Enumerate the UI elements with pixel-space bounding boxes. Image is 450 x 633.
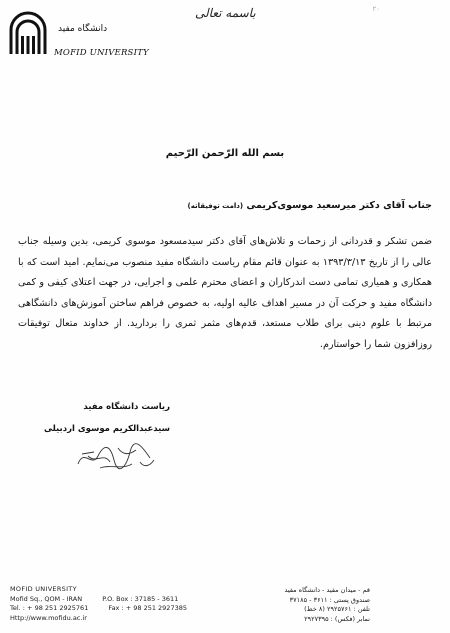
footer-address: Mofid Sq., QOM - IRAN — [10, 594, 83, 603]
signature-name: سیدعبدالکریم موسوی اردبیلی — [43, 424, 170, 434]
footer-website[interactable]: Http://www.mofidu.ac.ir — [10, 613, 87, 622]
footer-pobox: P.O. Box : 37185 - 3611 — [102, 594, 179, 603]
logo-persian-name: دانشگاه مفید — [58, 24, 108, 34]
footer-tel: Tel. : + 98 251 2925761 — [10, 604, 89, 612]
basmala: بسم الله الرّحمن الرّحیم — [165, 148, 285, 159]
letter-body: ضمن تشکر و قدردانی از زحمات و تلاش‌های آقای دکتر سیدمسعود موسوی کریمی، بدین وسیله جناب عالی را از تاریخ ۱۳۹۳/۳/۱۳ به عنوان قائم مقام ریاست دانشگاه مفید منصوب می‌نمایم. امید است که با همکاری و همیاری تمامی دست اندرکاران و اعضای محترم علمی و اجرایی، در جهت اعتلای کیفی و کمی دانشگاه مفید و حرکت آن در مسیر اهداف عالیه اولیه، به خصوص فراهم ساختن آموزش‌های دانشگاهی مرتبط با علوم دینی برای طلاب مستعد، قدم‌های مثمر ثمری را بردارید. از خداوند متعال توفیقات روزافزون شما را خواستارم. — [18, 236, 432, 350]
addressee-line — [188, 200, 432, 211]
handwritten-signature — [70, 434, 160, 474]
footer-fa-fax: نمابر (فکس) : ۲۹۲۷۳۹۵ — [304, 614, 370, 623]
footer-persian-address — [240, 586, 370, 624]
footer-fa-address: قم - میدان مفید - دانشگاه مفید — [284, 586, 370, 594]
footer-fa-pobox: صندوق پستی : ۳۶۱۱ - ۳۷۱۸۵ — [289, 595, 370, 604]
header-motto: باسمه تعالی — [195, 6, 256, 20]
university-emblem-icon — [8, 10, 48, 56]
footer-english-address — [10, 585, 210, 623]
signature-office: ریاست دانشگاه مفید — [83, 402, 170, 412]
footer-university-name: MOFID UNIVERSITY — [10, 585, 77, 593]
addressee-name: جناب آقای دکتر میرسعید موسوی‌کریمی — [246, 200, 432, 211]
university-logo — [8, 10, 149, 62]
addressee-honorific: (دامت توفیقاته) — [187, 202, 244, 210]
logo-english-name: MOFID UNIVERSITY — [54, 48, 149, 58]
corner-mark: ۲۰ — [372, 5, 380, 13]
footer-fa-tel: تلفن : ۲۹۲۵۷۶۱ (۸ خط) — [304, 605, 370, 613]
footer-fax: Fax : + 98 251 2927385 — [108, 604, 187, 612]
